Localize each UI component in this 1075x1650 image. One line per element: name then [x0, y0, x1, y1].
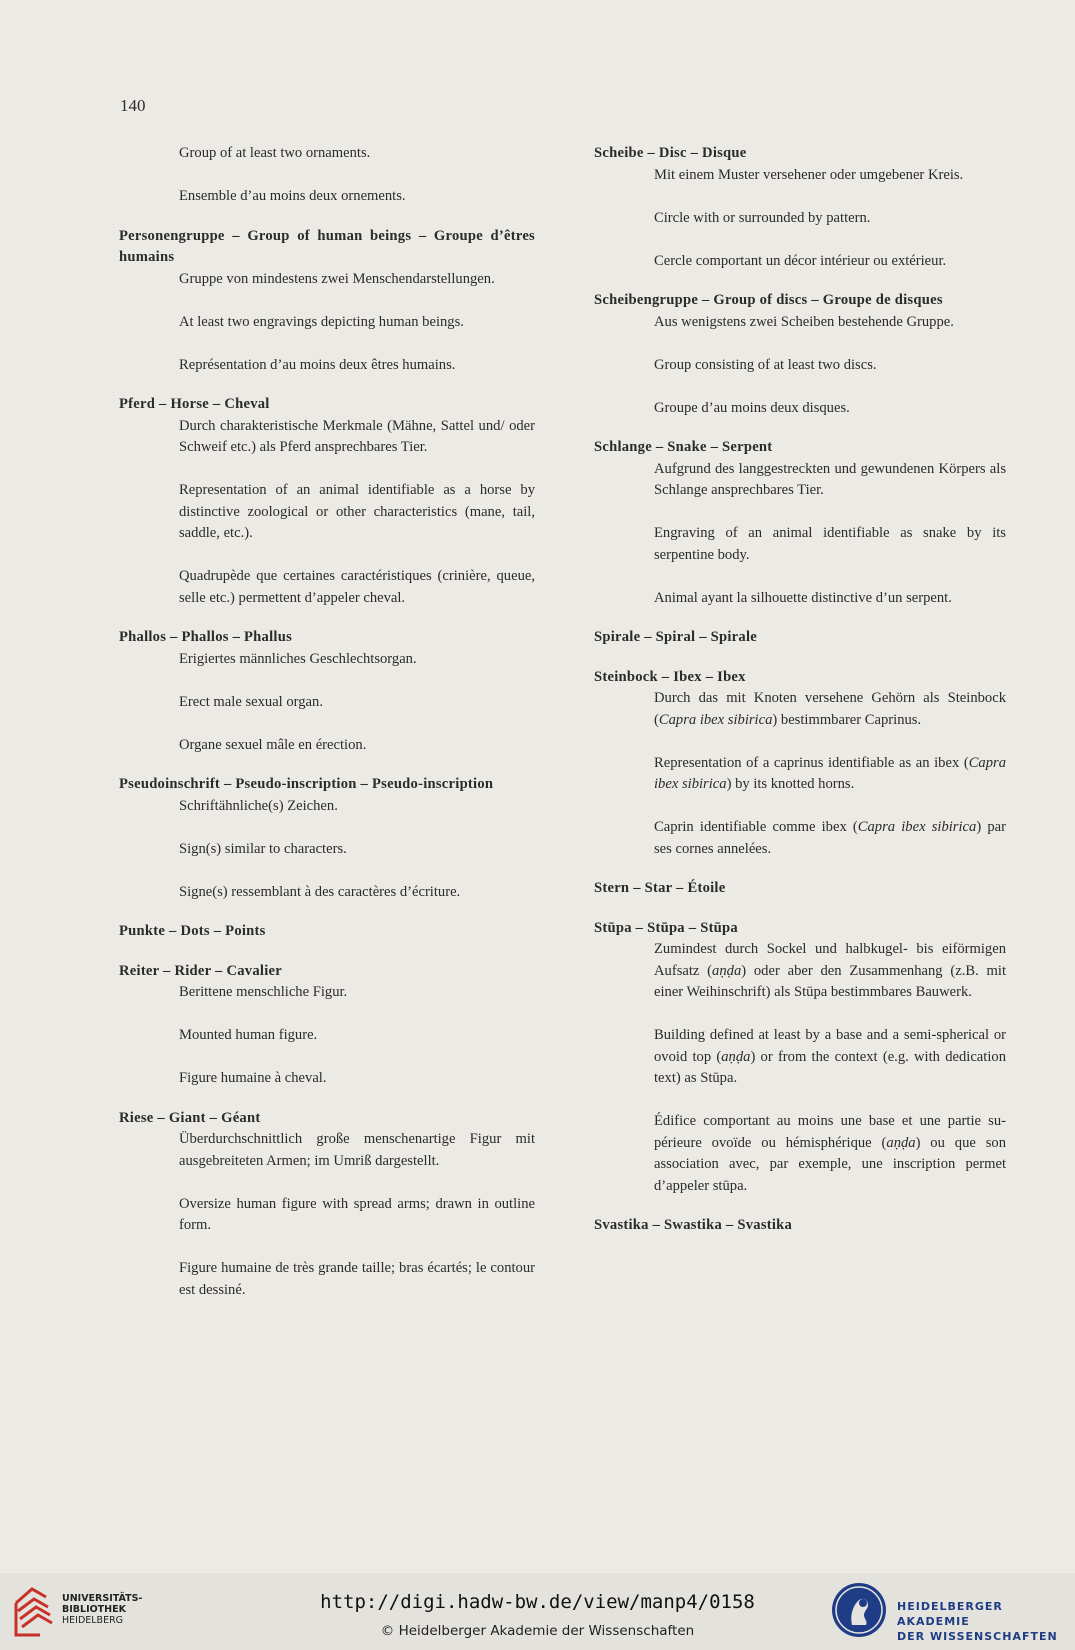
description: Berittene menschliche Figur. — [179, 984, 348, 1000]
permalink-url[interactable]: http://digi.hadw-bw.de/view/manp4/0158 — [320, 1591, 755, 1613]
description: Group of at least two ornaments. — [179, 145, 371, 161]
entry-descriptions — [179, 269, 535, 377]
description: Durch das mit Knoten versehene Gehörn als Steinbock (Capra ibex sibirica) bestimmbarer Caprinus. — [654, 690, 1006, 728]
left-column — [119, 143, 535, 1319]
description: Oversize human figure with spread arms; drawn in outline form. — [179, 1195, 535, 1233]
glossary-entry — [594, 918, 1006, 1198]
description: Quadrupède que certaines caractéristiques (crinière, queue, selle etc.) permettent d’appeler cheval. — [179, 568, 535, 606]
page-number: 140 — [120, 96, 146, 115]
entry-descriptions — [654, 688, 1006, 860]
entry-heading: Personengruppe – Group of human beings – Groupe d’êtres humains — [119, 227, 535, 265]
entry-descriptions — [179, 982, 535, 1090]
entry-heading: Scheibengruppe – Group of discs – Groupe de disques — [594, 292, 943, 308]
entry-descriptions — [179, 143, 535, 208]
academy-seal-icon — [830, 1581, 888, 1639]
description: Sign(s) similar to characters. — [179, 840, 347, 857]
copyright-notice: © Heidelberger Akademie der Wissenschaften — [380, 1623, 695, 1639]
entry-heading: Riese – Giant – Géant — [119, 1109, 261, 1126]
description: Signe(s) ressemblant à des caractères d’écriture. — [179, 883, 461, 900]
description: Mit einem Muster versehener oder umgebener Kreis. — [654, 166, 964, 183]
university-library-name: UNIVERSITÄTS- BIBLIOTHEK HEIDELBERG — [62, 1593, 143, 1626]
glossary-entry — [594, 290, 1006, 419]
entry-heading: Punkte – Dots – Points — [119, 923, 266, 939]
glossary-entry — [594, 878, 1006, 900]
description: Mounted human figure. — [179, 1027, 318, 1043]
entry-descriptions — [179, 1129, 535, 1301]
description: Organe sexuel mâle en érection. — [179, 736, 367, 753]
description: Representation of a caprinus identifiable as an ibex (Capra ibex sibirica) by its knotted horns. — [654, 754, 1006, 792]
description: Groupe d’au moins deux disques. — [654, 399, 850, 416]
description: Aufgrund des langgestreckten und gewundenen Körpers als Schlange ansprechbares Tier. — [654, 460, 1006, 498]
glossary-entry — [119, 774, 535, 903]
entry-descriptions — [179, 796, 535, 904]
glossary-entry — [119, 627, 535, 756]
glossary-entry — [594, 667, 1006, 861]
entry-descriptions — [179, 649, 535, 757]
description: Représentation d’au moins deux êtres humains. — [179, 356, 456, 373]
description: Schriftähnliche(s) Zeichen. — [179, 797, 338, 814]
glossary-entry — [119, 143, 535, 208]
description: Erect male sexual organ. — [179, 693, 323, 710]
glossary-entry — [594, 1215, 1006, 1237]
entry-heading: Stūpa – Stūpa – Stūpa — [594, 919, 738, 936]
glossary-entry — [119, 961, 535, 1090]
right-column — [594, 143, 1006, 1255]
entry-heading: Pseudoinschrift – Pseudo-inscription – Pseudo-inscription — [119, 776, 494, 792]
entry-heading: Scheibe – Disc – Disque — [594, 145, 747, 161]
description: Figure humaine de très grande taille; bras écartés; le contour est dessiné. — [179, 1260, 535, 1298]
entry-heading: Reiter – Rider – Cavalier — [119, 962, 282, 979]
glossary-entry — [119, 226, 535, 377]
entry-descriptions — [654, 165, 1006, 273]
glossary-entry — [594, 627, 1006, 649]
glossary-entry — [594, 143, 1006, 272]
academy-name: HEIDELBERGER AKADEMIE DER WISSENSCHAFTEN — [897, 1600, 1058, 1643]
entry-heading: Pferd – Horse – Cheval — [119, 396, 270, 412]
description: Cercle comportant un décor intérieur ou extérieur. — [654, 252, 947, 269]
description: Durch charakteristische Merkmale (Mähne, Sattel und/ oder Schweif etc.) als Pferd ansprechbares Tier. — [179, 417, 535, 455]
entry-heading: Phallos – Phallos – Phallus — [119, 629, 292, 645]
entry-descriptions — [654, 312, 1006, 420]
description: Gruppe von mindestens zwei Menschendarstellungen. — [179, 270, 495, 287]
entry-descriptions — [654, 459, 1006, 610]
entry-heading: Steinbock – Ibex – Ibex — [594, 668, 746, 685]
description: Édifice comportant au moins une base et une partie supérieure ovoïde ou hémisphérique (aṇḍa) ou que son association avec, par exemple, une inscription permet d’appeler stūpa. — [654, 1113, 1006, 1194]
description: Group consisting of at least two discs. — [654, 356, 877, 373]
description: Representation of an animal identifiable as a horse by distinctive zoological or other characteristics (mane, tail, saddle, etc.). — [179, 482, 535, 541]
description: Animal ayant la silhouette distinctive d’un serpent. — [654, 589, 952, 606]
description: Caprin identifiable comme ibex (Capra ibex sibirica) par ses cornes annelées. — [654, 819, 1006, 857]
entry-descriptions — [179, 416, 535, 610]
entry-descriptions — [654, 939, 1006, 1197]
description: Engraving of an animal identifiable as snake by its serpentine body. — [654, 525, 1006, 563]
glossary-entry — [119, 921, 535, 943]
glossary-entry — [594, 437, 1006, 609]
entry-heading: Schlange – Snake – Serpent — [594, 439, 773, 455]
entry-heading: Svastika – Swastika – Svastika — [594, 1217, 793, 1233]
description: Circle with or surrounded by pattern. — [654, 209, 871, 226]
description: Erigiertes männliches Geschlechtsorgan. — [179, 650, 417, 667]
description: Zumindest durch Sockel und halbkugel- bis eiförmigen Aufsatz (aṇḍa) oder aber den Zusammenhang (z.B. mit einer Weihinschrift) als Stūpa bestimmbares Bauwerk. — [654, 941, 1006, 1000]
entry-heading: Stern – Star – Étoile — [594, 880, 726, 896]
description: At least two engravings depicting human beings. — [179, 313, 464, 330]
description: Building defined at least by a base and a semi-spherical or ovoid top (aṇḍa) or from the context (e.g. with dedication text) as Stūpa. — [654, 1027, 1006, 1086]
description: Aus wenigstens zwei Scheiben bestehende Gruppe. — [654, 313, 954, 330]
description: Figure humaine à cheval. — [179, 1070, 327, 1086]
glossary-entry — [119, 1108, 535, 1302]
description: Überdurchschnittlich große menschenartige Figur mit ausgebreiteten Armen; im Umriß dargestellt. — [179, 1131, 535, 1169]
entry-heading: Spirale – Spiral – Spirale — [594, 629, 757, 645]
footer-bar — [0, 1573, 1075, 1650]
description: Ensemble d’au moins deux ornements. — [179, 188, 406, 204]
glossary-entry — [119, 394, 535, 609]
